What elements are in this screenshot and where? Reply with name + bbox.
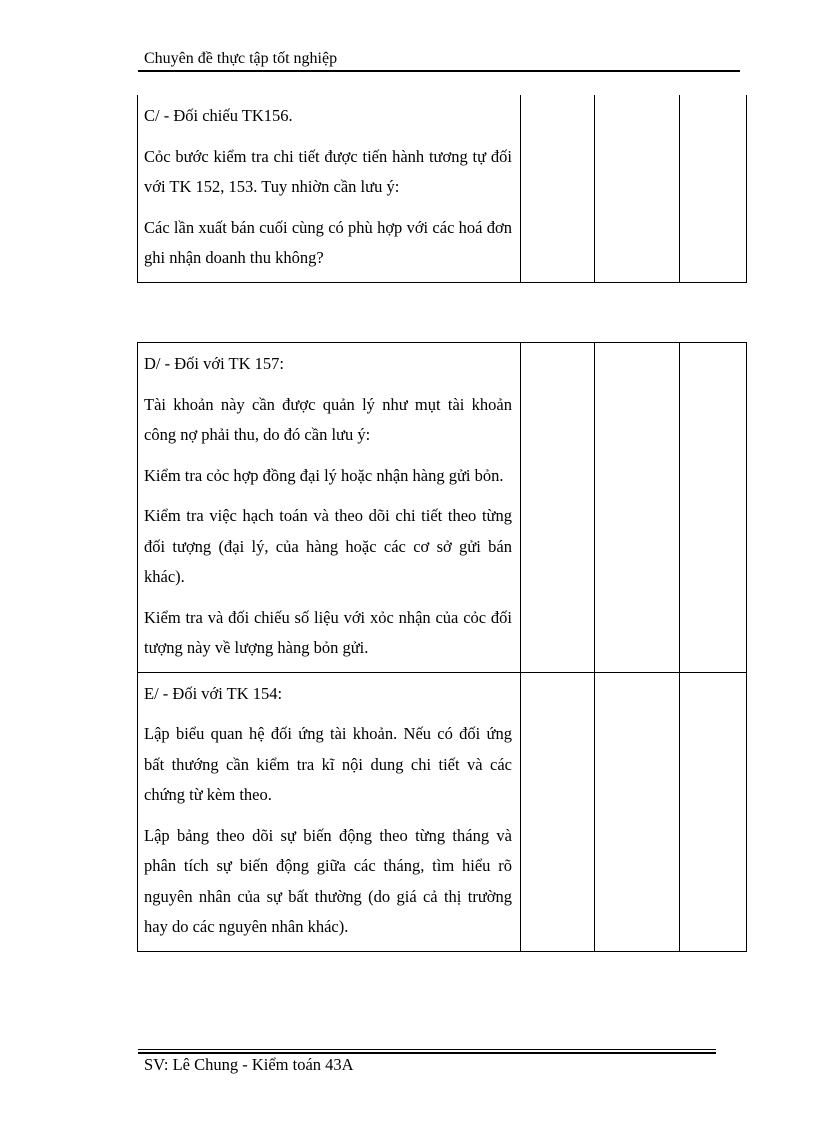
table-row-e xyxy=(138,672,747,951)
section-d-paragraph-4: Kiểm tra và đối chiếu số liệu với xỏc nhận của cỏc đối tượng này về lượng hàng bỏn gửi. xyxy=(144,607,512,657)
section-d-paragraph-2: Kiểm tra cỏc hợp đồng đại lý hoặc nhận hàng gửi bỏn. xyxy=(144,465,504,485)
empty-cell xyxy=(521,343,595,673)
empty-cell xyxy=(595,95,680,282)
section-d-paragraph-1: Tài khoản này cần được quản lý như mụt tài khoản công nợ phải thu, do đó cần lưu ý: xyxy=(144,394,512,444)
section-e-paragraph-1: Lập biểu quan hệ đối ứng tài khoản. Nếu có đối ứng bất thướng cần kiểm tra kĩ nội dung chi tiết và các chứng từ kèm theo. xyxy=(144,724,512,804)
empty-cell xyxy=(680,672,747,951)
page-footer-text: SV: Lê Chung - Kiểm toán 43A xyxy=(144,1055,354,1074)
content-cell-d xyxy=(138,343,521,673)
page-header-title: Chuyên đề thực tập tốt nghiệp xyxy=(144,50,338,67)
empty-cell xyxy=(595,343,680,673)
section-c-paragraph-1: Cỏc bước kiểm tra chi tiết được tiến hành tương tự đối với TK 152, 153. Tuy nhiờn cần lưu ý: xyxy=(144,146,512,196)
empty-cell xyxy=(680,95,747,282)
audit-table-part-1 xyxy=(137,95,747,283)
table-row-c xyxy=(138,95,747,282)
empty-cell xyxy=(680,343,747,673)
table-row-d xyxy=(138,343,747,673)
empty-cell xyxy=(521,672,595,951)
footer-rule xyxy=(138,1052,716,1054)
content-cell-e xyxy=(138,672,521,951)
section-e-paragraph-2: Lập bảng theo dõi sự biến động theo từng tháng và phân tích sự biến động giữa các tháng, tìm hiểu rõ nguyên nhân của sự bất thường (do giá cả thị trường hay do các nguyên nhân khác). xyxy=(144,825,512,936)
empty-cell xyxy=(595,672,680,951)
empty-cell xyxy=(521,95,595,282)
audit-table-part-2 xyxy=(137,342,747,952)
section-d-heading: D/ - Đối với TK 157: xyxy=(144,354,284,373)
content-cell-c xyxy=(138,95,521,282)
section-d-paragraph-3: Kiểm tra việc hạch toán và theo dõi chi tiết theo từng đối tượng (đại lý, của hàng hoặc các cơ sở gửi bán khác). xyxy=(144,506,512,586)
section-c-heading: C/ - Đối chiếu TK156. xyxy=(144,106,293,125)
header-rule xyxy=(138,70,740,72)
section-c-paragraph-2: Các lần xuất bán cuối cùng có phù hợp với các hoá đơn ghi nhận doanh thu không? xyxy=(144,217,512,267)
footer-rule xyxy=(138,1049,716,1050)
section-e-heading: E/ - Đối với TK 154: xyxy=(144,683,283,703)
